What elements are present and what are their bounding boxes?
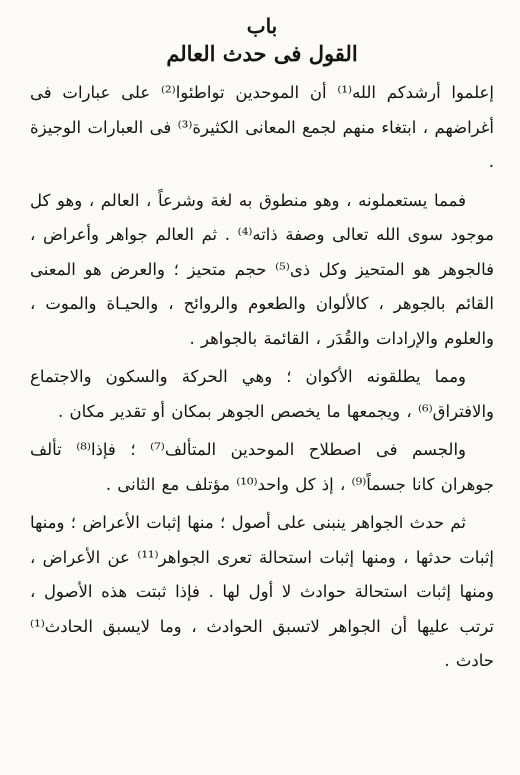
section-title: القول فى حدث العالم — [166, 41, 358, 66]
paragraph-world-definition: فمما يستعملونه ، وهو منطوق به لغة وشرعاً ، العالم ، وهو كل موجود سوى الله تعالى وصفة ذاته⁽⁴⁾ . ثم العالم جواهر وأعراض ، فالجوهر هو المتحيز وكل ذى⁽⁵⁾ حجم متحيز ؛ والعرض هو المعنى القائم بالجوهر ، كالألوان والطعوم والروائح ، والحيـاة والموت ، والعلوم والإرادات والقُدَر ، القائمة بالجواهر . — [30, 190, 494, 348]
paragraph-akwan: ومما يطلقونه الأكوان ؛ وهي الحركة والسكون والاجتماع والافتراق⁽⁶⁾ ، ويجمعها ما يخصص الجوهر بمكان أو تقدير مكان . — [30, 367, 494, 421]
paragraph-intro: إعلموا أرشدكم الله⁽¹⁾ أن الموحدين تواطئوا⁽²⁾ على عبارات فى أغراضهم ، ابتغاء منهم لجمع المعانى الكثيرة⁽³⁾ فى العبارات الوجيزة . — [30, 83, 494, 171]
paragraph-principles: ثم حدث الجواهر ينبنى على أصول ؛ منها إثبات الأعراض ؛ ومنها إثبات حدثها ، ومنها إثبات استحالة تعرى الجواهر⁽¹¹⁾ عن الأعراض ، ومنها إثبات استحالة حوادث لا أول لها . فإذا ثبتت هذه الأصول ، ترتب عليها أن الجواهر لاتسبق الحوادث ، وما لايسبق الحادث⁽¹⁾ حادث . — [30, 513, 494, 670]
chapter-heading: باب — [246, 14, 278, 38]
paragraph-body-definition: والجسم فى اصطلاح الموحدين المتألف⁽⁷⁾ ؛ فإذا⁽⁸⁾ تألف جوهران كانا جسماً⁽⁹⁾ ، إذ كل واحد⁽¹⁰⁾ مؤتلف مع الثانى . — [30, 440, 494, 494]
